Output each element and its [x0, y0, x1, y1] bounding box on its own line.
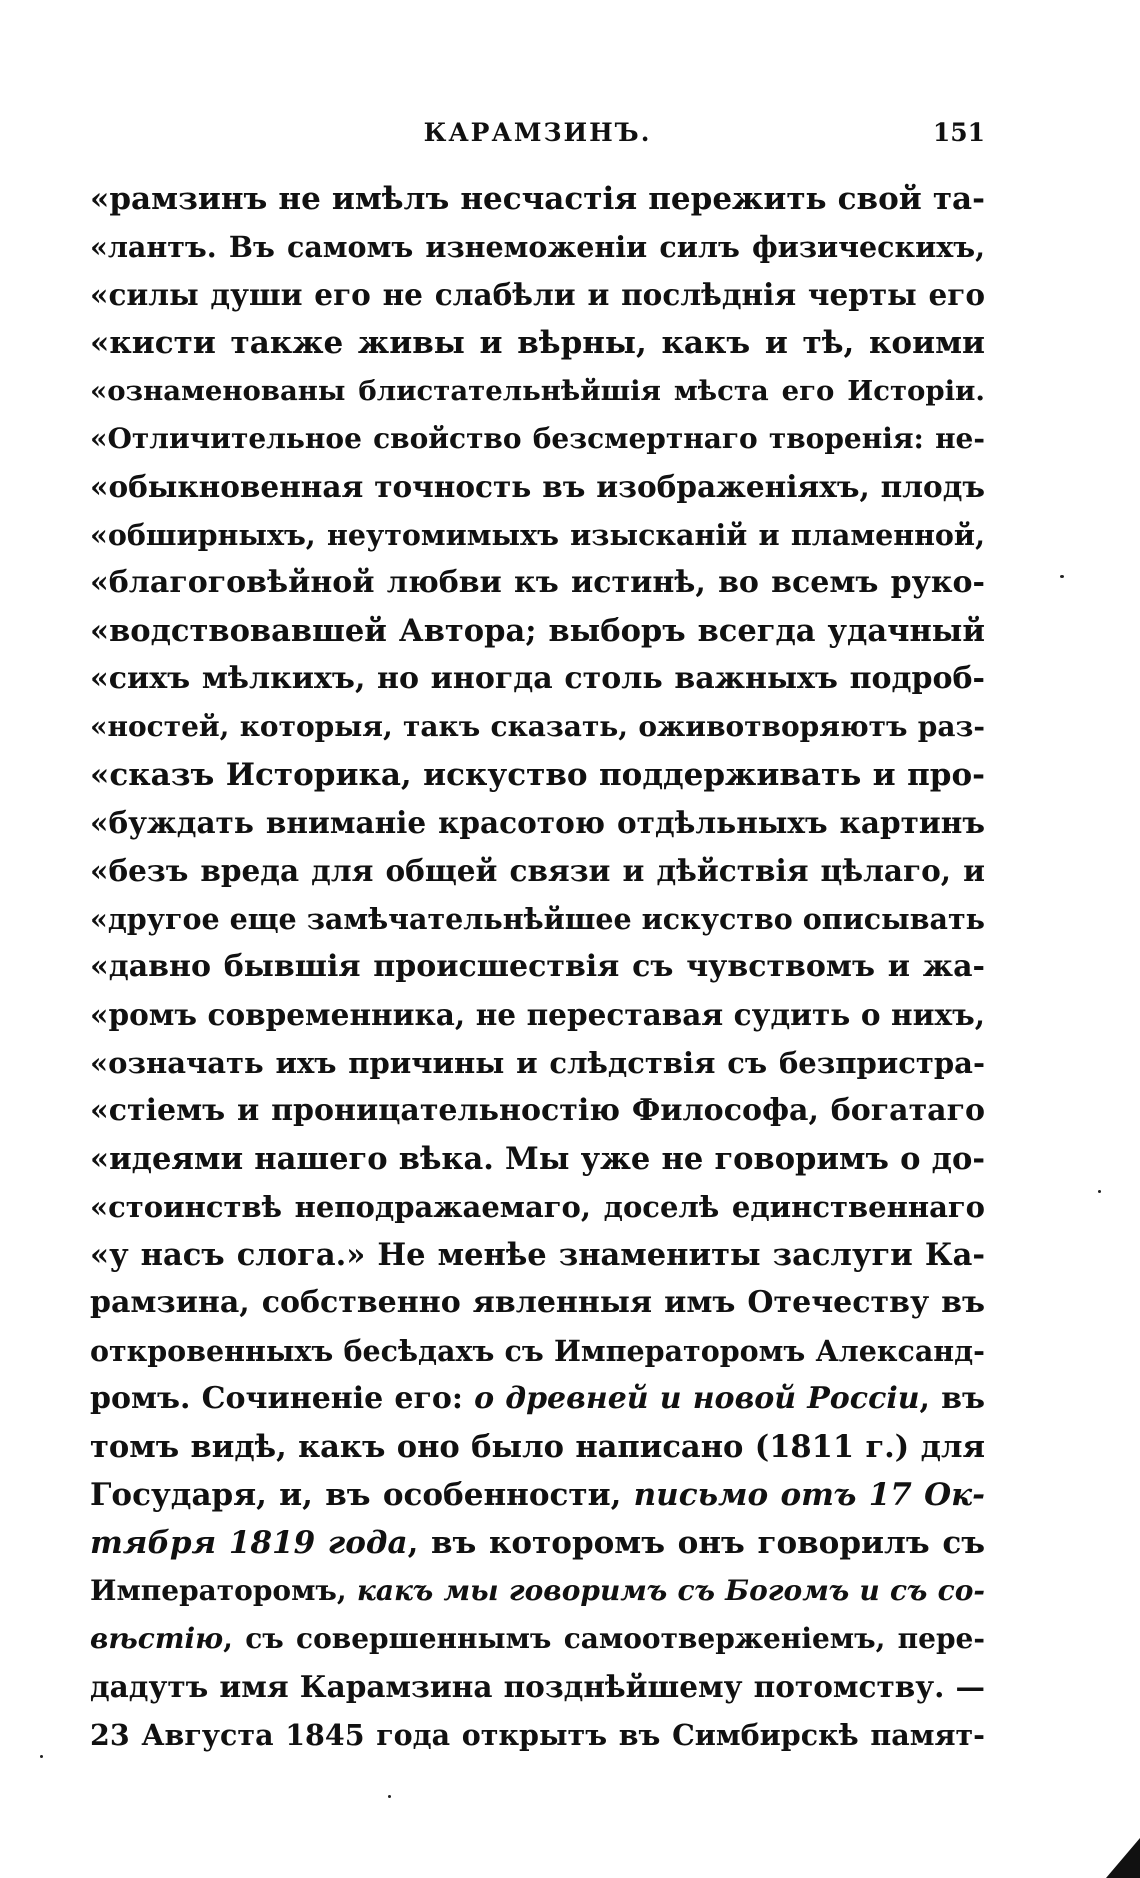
italic-title: письмо отъ 17 Ок-	[633, 1477, 985, 1513]
ink-speck	[1098, 1190, 1101, 1193]
text-line: «сказъ Историка, искуство поддерживать и про-	[90, 757, 985, 793]
text-line: «стоинствѣ неподражаемаго, доселѣ единственнаго	[90, 1190, 985, 1224]
text-line: «идеями нашего вѣка. Мы уже не говоримъ о до-	[90, 1141, 985, 1177]
running-title: КАРАМЗИНЪ.	[423, 118, 652, 147]
text-line: «благоговѣйной любви къ истинѣ, во всемъ руко-	[90, 565, 985, 600]
ink-speck	[40, 1755, 43, 1758]
text-line: «обыкновенная точность въ изображеніяхъ, плодъ	[90, 469, 985, 504]
text-line: «рамзинъ не имѣлъ несчастія пережить свой та-	[90, 181, 985, 217]
page-number: 151	[932, 118, 985, 147]
text-line: рамзина, собственно явленныя имъ Отечеству въ	[90, 1285, 985, 1320]
text-line: «стіемъ и проницательностію Философа, богатаго	[90, 1093, 985, 1128]
italic-title: о древней и новой Россіи	[474, 1381, 920, 1416]
running-head	[90, 118, 985, 158]
text-run: , въ которомъ онъ говорилъ съ	[407, 1525, 985, 1561]
text-line	[90, 1615, 985, 1663]
text-line: «Отличительное свойство безсмертнаго творенія: не-	[90, 422, 985, 455]
text-run: , въ	[919, 1381, 985, 1416]
text-line: откровенныхъ бесѣдахъ съ Императоромъ Александ-	[90, 1334, 985, 1368]
text-line: «давно бывшія происшествія съ чувствомъ и жа-	[90, 949, 985, 984]
text-line: «кисти также живы и вѣрны, какъ и тѣ, коими	[90, 325, 985, 361]
text-line: «сихъ мѣлкихъ, но иногда столь важныхъ подроб-	[90, 661, 985, 696]
text-line	[90, 1375, 985, 1423]
text-run: Императоромъ,	[90, 1574, 347, 1607]
body-text	[90, 175, 985, 1759]
text-line: «ромъ современника, не переставая судить о нихъ,	[90, 997, 985, 1032]
text-line: «у насъ слога.» Не менѣе знамениты заслуги Ка-	[90, 1237, 985, 1273]
page-corner-mark	[1106, 1838, 1140, 1878]
text-line: «ностей, которыя, такъ сказать, оживотворяютъ раз-	[90, 710, 985, 743]
text-line: «безъ вреда для общей связи и дѣйствія цѣлаго, и	[90, 853, 985, 888]
text-line	[90, 1567, 985, 1615]
text-line: «другое еще замѣчательнѣйшее искуство описывать	[90, 902, 985, 936]
italic-title: тября 1819 года	[90, 1525, 408, 1561]
italic-quote: вѣстію	[90, 1622, 224, 1655]
text-line: дадутъ имя Карамзина позднѣйшему потомству. —	[90, 1669, 985, 1704]
text-run: ромъ. Сочиненіе его:	[90, 1381, 463, 1416]
text-line: 23 Августа 1845 года открытъ въ Симбирскѣ памят-	[90, 1718, 985, 1752]
text-run: Государя, и, въ особенности,	[90, 1477, 622, 1513]
ink-speck	[388, 1795, 391, 1798]
text-line	[90, 1519, 985, 1567]
ink-speck	[1060, 575, 1064, 578]
text-line: «буждать вниманіе красотою отдѣльныхъ картинъ	[90, 805, 985, 840]
text-run: , съ совершеннымъ самоотверженіемъ, пере-	[223, 1622, 985, 1655]
text-line: «ознаменованы блистательнѣйшія мѣста его Исторіи.	[90, 375, 985, 407]
text-line: «водствовавшей Автора; выборъ всегда удачный	[90, 613, 985, 649]
text-line: «обширныхъ, неутомимыхъ изысканій и пламенной,	[90, 518, 985, 552]
text-line: «лантъ. Въ самомъ изнеможеніи силъ физическихъ,	[90, 230, 985, 264]
text-line: «означать ихъ причины и слѣдствія съ безпристра-	[90, 1046, 985, 1080]
text-line: томъ видѣ, какъ оно было написано (1811 г.) для	[90, 1429, 985, 1465]
italic-quote: какъ мы говоримъ съ Богомъ и съ со-	[356, 1574, 985, 1607]
text-line	[90, 1471, 985, 1519]
text-line: «силы души его не слабѣли и послѣднія черты его	[90, 277, 985, 312]
